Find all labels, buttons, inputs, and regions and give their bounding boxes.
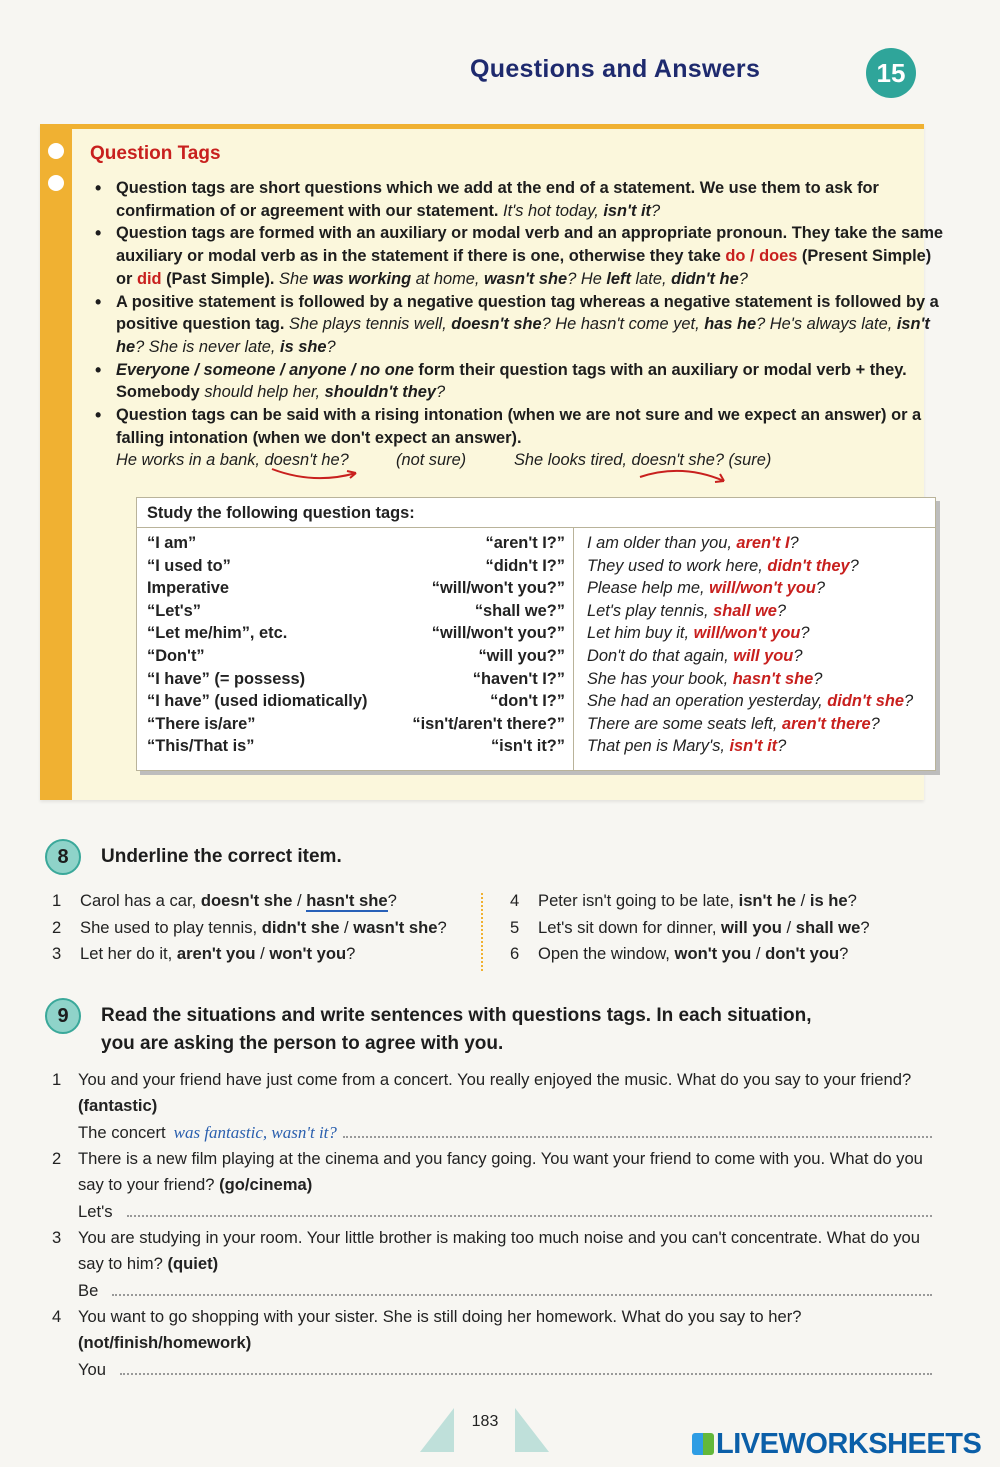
- study-table-row: [137, 668, 935, 691]
- exercise-8-item: 4 Peter isn't going to be late, isn't he / is he?: [510, 891, 857, 910]
- tag-example: Don't do that again, will you?: [587, 647, 803, 665]
- tag-form: “Let me/him”, etc.: [147, 624, 288, 643]
- answer-line[interactable]: The concert was fantastic, wasn't it?: [78, 1120, 932, 1146]
- option-b[interactable]: don't you: [765, 944, 840, 963]
- tag-example: Let him buy it, will/won't you?: [587, 624, 810, 643]
- tag-pattern: “isn't it?”: [490, 737, 565, 756]
- column-divider: [481, 893, 483, 971]
- study-table-row: [137, 555, 935, 578]
- page-title: Questions and Answers: [470, 55, 761, 83]
- binder-hole-icon: [48, 175, 64, 191]
- tag-form: “Let's”: [147, 601, 201, 620]
- tag-form: “I am”: [147, 534, 197, 552]
- tag-example: I am older than you, aren't I?: [587, 534, 799, 552]
- tag-example: They used to work here, didn't they?: [587, 556, 859, 575]
- rules-list: [116, 177, 948, 449]
- study-table-row: [137, 690, 935, 713]
- rising-arrow-icon: [266, 463, 366, 487]
- tag-pattern: “will/won't you?”: [431, 624, 565, 643]
- answer-line[interactable]: Let's: [78, 1199, 932, 1225]
- exercise-8-instruction: Underline the correct item.: [101, 846, 342, 867]
- binder-hole-icon: [48, 143, 64, 159]
- tag-form: “I have” (used idiomatically): [147, 692, 368, 711]
- rule-5: • Question tags can be said with a rising intonation (when we are not sure and we expect an answer) or a falling intonation (when we don't expect an answer).: [116, 404, 948, 449]
- tag-form: “There is/are”: [147, 714, 256, 733]
- option-a[interactable]: didn't she: [261, 917, 340, 937]
- tag-example: Let's play tennis, shall we?: [587, 601, 787, 620]
- page-number: 183: [471, 1413, 499, 1430]
- answer-dots[interactable]: [120, 1361, 932, 1375]
- exercise-8-item: 1 Carol has a car, doesn't she / hasn't she?: [52, 891, 397, 910]
- exercise-8-item: 6 Open the window, won't you / don't you?: [510, 944, 849, 963]
- option-b[interactable]: wasn't she: [353, 917, 438, 937]
- exercise-8-item: 2 She used to play tennis, didn't she / wasn't she?: [52, 917, 447, 937]
- falling-arrow-icon: [634, 463, 734, 487]
- written-answer: was fantastic, wasn't it?: [173, 1122, 337, 1142]
- option-b[interactable]: shall we: [795, 917, 861, 937]
- tag-form: “This/That is”: [147, 737, 255, 756]
- falling-example: She looks tired, doesn't she? (sure): [514, 451, 772, 469]
- option-a[interactable]: aren't you: [176, 944, 256, 963]
- tag-pattern: “isn't/aren't there?”: [412, 714, 565, 733]
- rule-2: • Question tags are formed with an auxiliary or modal verb and an appropriate pronoun. They take the same auxiliary or modal verb as in the statement if there is one, otherwise they take do / does (Present Simple) or did (Past Simple). She was working at home, wasn't she? He left late, didn't he?: [116, 222, 948, 290]
- study-table-row: [137, 645, 935, 668]
- option-b[interactable]: won't you: [269, 944, 347, 963]
- rising-note: (not sure): [396, 451, 467, 469]
- study-table-row: [137, 600, 935, 623]
- box-heading: Question Tags: [90, 143, 221, 164]
- study-table-row: [137, 713, 935, 736]
- rule-1: • Question tags are short questions which we add at the end of a statement. We use them to ask for confirmation of or agreement with our statement. It's hot today, isn't it?: [116, 177, 948, 222]
- unit-number-badge: 15: [866, 48, 916, 98]
- tag-pattern: “aren't I?”: [485, 534, 565, 552]
- answer-line[interactable]: You: [78, 1357, 932, 1383]
- brand-logo: LIVEWORKSHEETS: [692, 1428, 981, 1461]
- study-table-row: [137, 735, 935, 758]
- study-table: [136, 497, 936, 771]
- answer-line[interactable]: Be: [78, 1278, 932, 1304]
- tag-pattern: “don't I?”: [490, 692, 565, 711]
- exercise-9-situation: 1 You and your friend have just come from a concert. You really enjoyed the music. What do you say to your friend? (fantastic) The concert was fantastic, wasn't it?: [52, 1067, 932, 1146]
- option-a[interactable]: doesn't she: [200, 891, 293, 910]
- exercise-9-instruction: Read the situations and write sentences with questions tags. In each situation, you are asking the person to agree with you.: [101, 1005, 812, 1054]
- answer-dots[interactable]: [112, 1282, 932, 1296]
- option-a[interactable]: isn't he: [738, 891, 796, 910]
- exercise-9-number: 9: [45, 998, 81, 1034]
- rule-4: • Everyone / someone / anyone / no one form their question tags with an auxiliary or modal verb + they. Somebody should help her, shouldn't they?: [116, 359, 948, 404]
- tag-pattern: “shall we?”: [474, 601, 565, 620]
- study-table-row: [137, 622, 935, 645]
- option-a[interactable]: will you: [721, 917, 782, 937]
- tag-example: She has your book, hasn't she?: [587, 669, 823, 688]
- tag-example: She had an operation yesterday, didn't she?: [587, 692, 914, 711]
- exercise-9-situation: 2 There is a new film playing at the cinema and you fancy going. You want your friend to come with you. What do you say to your friend? (go/cinema) Let's: [52, 1146, 932, 1225]
- study-table-row: [137, 532, 935, 555]
- exercise-9-situation: 4 You want to go shopping with your sister. She is still doing her homework. What do you say to her? (not/finish/homework) You: [52, 1304, 932, 1383]
- tag-form: “Don't”: [147, 647, 205, 665]
- tag-pattern: “will/won't you?”: [431, 579, 565, 598]
- answer-dots[interactable]: [343, 1124, 932, 1138]
- tag-form: “I have” (= possess): [147, 669, 306, 688]
- tag-form: Imperative: [147, 579, 229, 598]
- tag-example: Please help me, will/won't you?: [587, 579, 826, 598]
- brand-icon: [692, 1433, 714, 1455]
- rule-3: • A positive statement is followed by a negative question tag whereas a negative statement is followed by a positive question tag. She plays tennis well, doesn't she? He hasn't come yet, has he? He's always late, isn't he? She is never late, is she?: [116, 291, 948, 359]
- tag-example: That pen is Mary's, isn't it?: [587, 737, 787, 756]
- study-table-heading: Study the following question tags:: [137, 498, 935, 528]
- exercise-9-situation: 3 You are studying in your room. Your little brother is making too much noise and you can't concentrate. What do you say to him? (quiet) Be: [52, 1225, 932, 1304]
- rising-example: He works in a bank, doesn't he?: [116, 451, 349, 469]
- option-b[interactable]: hasn't she: [306, 891, 388, 910]
- exercise-8-number: 8: [45, 839, 81, 875]
- tag-pattern: “didn't I?”: [485, 556, 565, 575]
- option-b[interactable]: is he: [809, 891, 848, 910]
- option-a[interactable]: won't you: [674, 944, 752, 963]
- answer-dots[interactable]: [127, 1203, 932, 1217]
- question-tags-box: [40, 124, 944, 800]
- tag-form: “I used to”: [147, 556, 231, 575]
- tag-pattern: “will you?”: [478, 647, 565, 665]
- exercise-8-item: 3 Let her do it, aren't you / won't you?: [52, 944, 356, 963]
- exercise-8-item: 5 Let's sit down for dinner, will you / shall we?: [510, 917, 870, 937]
- tag-example: There are some seats left, aren't there?: [587, 714, 880, 733]
- study-table-row: [137, 577, 935, 600]
- tag-pattern: “haven't I?”: [472, 669, 565, 688]
